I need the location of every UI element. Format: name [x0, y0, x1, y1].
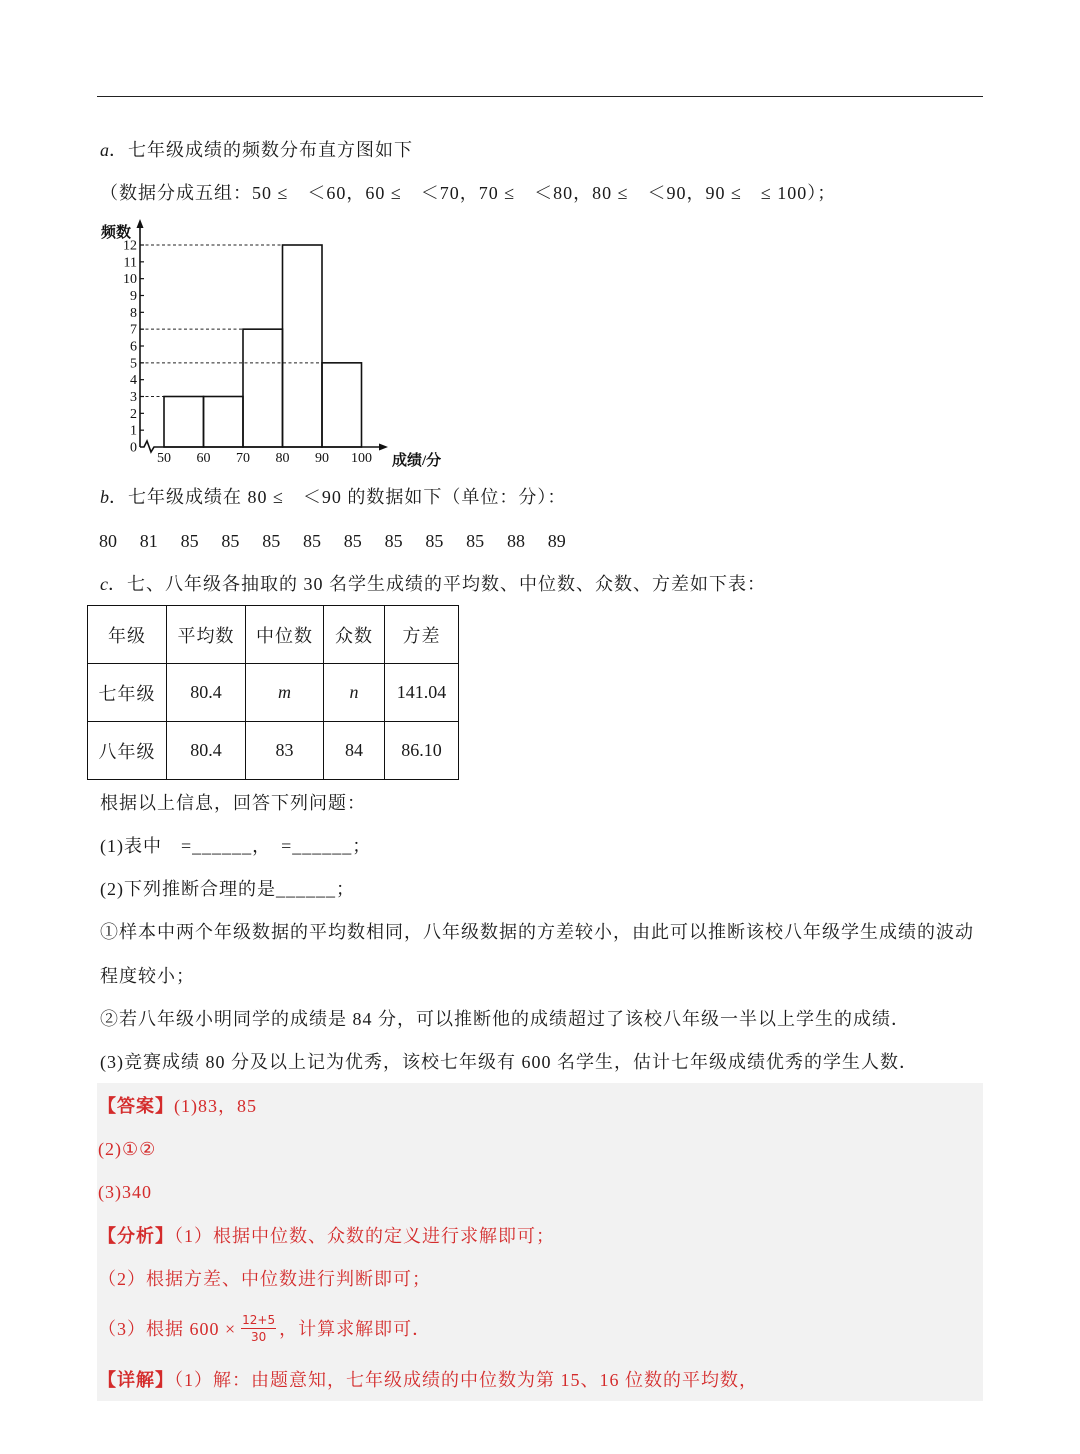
- frequency-histogram: [95, 215, 455, 470]
- mode-cell: 84: [324, 722, 385, 780]
- section-a-groups: （数据分成五组：50 ≤ ＜60，60 ≤ ＜70，70 ≤ ＜80，80 ≤ ＜90，90 ≤ ≤ 100）；: [100, 183, 837, 203]
- question-2-option-1: ①样本中两个年级数据的平均数相同，八年级数据的方差较小，由此可以推断该校八年级学生成绩的波动: [100, 922, 974, 942]
- variance-cell: 86.10: [385, 722, 459, 780]
- table-row: [88, 664, 459, 722]
- section-a-label: a: [100, 140, 109, 160]
- score-value: 81: [139, 531, 158, 551]
- header-cell: 方差: [385, 606, 459, 664]
- y-tick-label-2: 2: [130, 406, 137, 422]
- section-c-label: c: [100, 574, 108, 594]
- question-2-option-2: ②若八年级小明同学的成绩是 84 分，可以推断他的成绩超过了该校八年级一半以上学生的成绩．: [100, 1009, 910, 1029]
- x-tick-label-50: 50: [157, 451, 171, 466]
- section-b-title: [100, 485, 566, 509]
- section-a-text: ．七年级成绩的频数分布直方图如下: [109, 140, 413, 160]
- median-cell: 83: [246, 722, 324, 780]
- analysis-line-1: [98, 1224, 555, 1248]
- answer-box: [97, 1083, 983, 1401]
- fraction-numerator: 12+5: [242, 1312, 276, 1327]
- score-value: 85: [466, 531, 485, 551]
- bar-50-60: [164, 397, 204, 448]
- detail-tag: 【详解】: [98, 1370, 174, 1390]
- score-value: 85: [384, 531, 403, 551]
- mean-cell: 80.4: [167, 722, 246, 780]
- answer-3: (3)340: [98, 1182, 152, 1202]
- score-value: 80: [99, 531, 117, 551]
- score-list: [99, 529, 589, 553]
- section-b-text: ．七年级成绩在 80 ≤ ＜90 的数据如下（单位：分）：: [109, 487, 567, 507]
- y-tick-label-4: 4: [130, 373, 137, 389]
- y-tick-label-7: 7: [130, 322, 137, 338]
- score-value: 85: [180, 531, 199, 551]
- x-axis-label: 成绩/分: [392, 453, 442, 469]
- grade-cell: 八年级: [88, 722, 167, 780]
- section-c-title: [100, 572, 766, 596]
- answer-tag: 【答案】: [98, 1096, 174, 1116]
- stats-table: [87, 605, 459, 780]
- section-c-text: ．七、八年级各抽取的 30 名学生成绩的平均数、中位数、众数、方差如下表：: [108, 574, 766, 594]
- header-rule: [97, 96, 983, 97]
- header-cell: 平均数: [167, 606, 246, 664]
- score-value: 85: [425, 531, 444, 551]
- x-axis-line: [140, 441, 383, 452]
- question-2: (2)下列推断合理的是______；: [100, 879, 355, 899]
- y-tick-label-6: 6: [130, 339, 137, 355]
- y-tick-label-3: 3: [130, 390, 137, 405]
- question-2-option-1-cont: 程度较小；: [100, 966, 195, 986]
- score-value: 85: [221, 531, 240, 551]
- table-header-row: [88, 606, 459, 664]
- score-value: 89: [547, 531, 566, 551]
- question-3: (3)竞赛成绩 80 分及以上记为优秀，该校七年级有 600 名学生，估计七年级成绩优秀的学生人数．: [100, 1052, 918, 1072]
- answer-2: (2)①②: [98, 1139, 157, 1159]
- x-tick-label-60: 60: [196, 451, 211, 466]
- header-cell: 众数: [324, 606, 385, 664]
- median-cell: m: [246, 664, 324, 722]
- score-value: 85: [262, 531, 281, 551]
- analysis-tag: 【分析】: [98, 1226, 174, 1246]
- y-axis-arrow: [137, 219, 144, 228]
- analysis-3-suffix: ，计算求解即可．: [279, 1319, 432, 1339]
- y-tick-label-11: 11: [123, 255, 137, 271]
- detail-line-1: [98, 1368, 758, 1392]
- x-tick-label-70: 70: [236, 451, 250, 466]
- answer-1: (1)83，85: [174, 1096, 257, 1116]
- bar-80-90: [283, 245, 323, 447]
- table-row: [88, 722, 459, 780]
- header-cell: 年级: [88, 606, 167, 664]
- section-b-label: b: [100, 487, 109, 507]
- fraction: [241, 1313, 276, 1344]
- questions-intro: 根据以上信息，回答下列问题：: [100, 793, 366, 813]
- variance-cell: 141.04: [385, 664, 459, 722]
- section-a-title: [100, 138, 413, 162]
- bar-70-80: [243, 329, 283, 447]
- bar-60-70: [204, 397, 244, 448]
- analysis-3: [98, 1308, 431, 1348]
- analysis-3-prefix: （3）根据 600 ×: [98, 1319, 237, 1339]
- score-value: 85: [343, 531, 362, 551]
- score-value: 85: [302, 531, 321, 551]
- analysis-1: （1）根据中位数、众数的定义进行求解即可；: [174, 1226, 555, 1246]
- y-tick-label-12: 12: [123, 238, 137, 254]
- y-tick-label-5: 5: [130, 356, 137, 372]
- mean-cell: 80.4: [167, 664, 246, 722]
- x-axis-arrow: [379, 444, 388, 451]
- grade-cell: 七年级: [88, 664, 167, 722]
- y-tick-label-0: 0: [130, 440, 137, 456]
- x-tick-label-100: 100: [351, 451, 372, 466]
- analysis-2: （2）根据方差、中位数进行判断即可；: [98, 1269, 431, 1289]
- x-tick-label-90: 90: [315, 451, 329, 466]
- question-1: (1)表中 =______， =______；: [100, 836, 372, 856]
- x-tick-label-80: 80: [275, 451, 290, 466]
- detail-1: （1）解：由题意知，七年级成绩的中位数为第 15、16 位数的平均数，: [174, 1370, 758, 1390]
- mode-cell: n: [324, 664, 385, 722]
- y-tick-label-1: 1: [130, 423, 137, 439]
- y-tick-label-10: 10: [123, 272, 137, 288]
- fraction-denominator: 30: [251, 1329, 267, 1344]
- bar-90-100: [322, 363, 362, 447]
- answer-line-1: [98, 1094, 257, 1118]
- score-value: 88: [506, 531, 525, 551]
- header-cell: 中位数: [246, 606, 324, 664]
- y-axis-label: 频数: [101, 225, 132, 241]
- y-tick-label-9: 9: [130, 289, 137, 304]
- y-tick-label-8: 8: [130, 305, 137, 321]
